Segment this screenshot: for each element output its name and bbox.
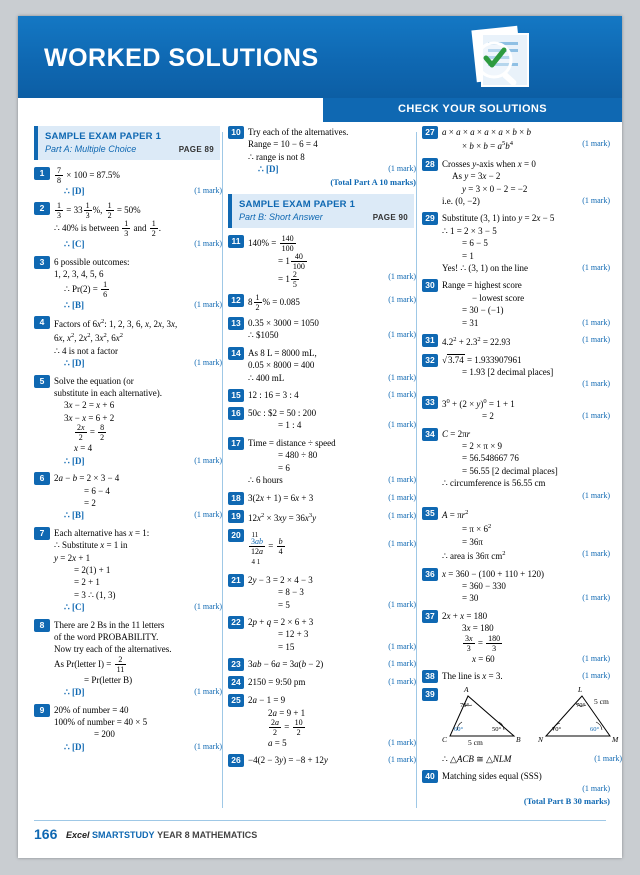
triangle-label-N: N <box>538 735 544 745</box>
angle-A: 70° <box>460 702 470 710</box>
question-body: Substitute (3, 1) into y = 2x − 5 ∴ 1 = 2 × 3 − 5 = 6 − 5 = 1 Yes! ∴ (3, 1) on the line (1 mark) <box>442 213 610 274</box>
question-body: Crosses y-axis when x = 0 As y = 3x − 2 y = 3 × 0 − 2 = −2 i.e. (0, −2) (1 mark) <box>442 158 610 207</box>
question-number: 9 <box>34 704 50 717</box>
solution-item <box>228 574 416 611</box>
page-number: 166 <box>34 826 58 842</box>
question-body: 0.35 × 3000 = 1050 ∴ $1050 (1 mark) <box>248 318 416 341</box>
brand-smartstudy: SMARTSTUDY <box>92 830 155 840</box>
check-your-solutions-bar <box>323 98 622 122</box>
question-body: $\frac{7}{8}$ × 100 = 87.5% ∴ [D] (1 mark) <box>57 166 222 196</box>
question-body: −4(2 − 3y) = −8 + 12y (1 mark) <box>248 755 416 766</box>
question-number: 25 <box>228 694 244 707</box>
question-number: 5 <box>34 375 50 388</box>
solution-line: 0.35 × 3000 = 1050 <box>248 318 319 329</box>
question-body: 50c : $2 = 50 : 200 = 1 : 4 (1 mark) <box>248 408 416 431</box>
triangle-label-A: A <box>464 685 469 695</box>
solution-line: 6 possible outcomes: <box>54 256 130 267</box>
question-body: 3(2x + 1) = 6x + 3 (1 mark) <box>248 492 416 503</box>
footer-divider <box>34 820 606 821</box>
footer-brand <box>66 830 257 840</box>
mark-label: (1 mark) <box>582 783 610 793</box>
mark-label: (1 mark) <box>388 272 416 282</box>
mark-label: (1 mark) <box>388 420 416 430</box>
mark-label: (1 mark) <box>388 372 416 382</box>
mark-label: (1 mark) <box>582 379 610 389</box>
question-body: $A = \pi r^2$ = $\pi \times 6^2$ = 36π ∴ area is 36π $cm^2$ (1 mark) <box>442 508 610 562</box>
solution-line: As 8 L = 8000 mL, <box>248 347 317 358</box>
solution-line: substitute in each alternative). <box>54 388 162 399</box>
mark-label: (1 mark) <box>388 330 416 340</box>
question-body: As 8 L = 8000 mL, 0.05 × 8000 = 400 ∴ 400 mL (1 mark) <box>248 347 416 383</box>
triangle-label-C: C <box>442 735 448 745</box>
mark-label: (1 mark) <box>582 490 610 500</box>
question-body: 20% of number = 40 100% of number = 40 × 5 = 200 ∴ [D] (1 mark) <box>54 704 222 752</box>
paper-a-header <box>34 126 220 160</box>
solution-item <box>228 676 416 689</box>
solution-item <box>228 126 416 188</box>
question-number: 14 <box>228 347 244 360</box>
triangle-label-M: M <box>612 735 619 745</box>
question-body: The line is x = 3. (1 mark) <box>442 671 610 682</box>
solutions-columns <box>18 126 622 816</box>
solution-item <box>228 529 416 569</box>
question-number: 38 <box>422 670 438 683</box>
question-number: 28 <box>422 158 438 171</box>
question-number: 8 <box>34 619 50 632</box>
solution-item <box>228 658 416 671</box>
total-part-a: (Total Part A 10 marks) <box>330 176 416 187</box>
question-number: 33 <box>422 396 438 409</box>
question-number: 22 <box>228 616 244 629</box>
solution-line: 2150 = 9:50 pm <box>248 677 306 688</box>
solution-item <box>228 492 416 505</box>
solution-item <box>228 437 416 487</box>
question-number: 7 <box>34 527 50 540</box>
solution-line: Range = 10 − 6 = 4 <box>248 139 318 150</box>
column-1 <box>34 126 226 816</box>
question-number: 40 <box>422 770 438 783</box>
solution-line: Time = distance ÷ speed <box>248 437 336 448</box>
mark-label: (1 mark) <box>582 335 610 345</box>
mark-label: (1 mark) <box>388 164 416 174</box>
side-label-right: 5 cm <box>594 697 609 707</box>
question-number: 29 <box>422 212 438 225</box>
congruent-triangles-diagram <box>442 685 622 752</box>
solution-item <box>422 670 610 683</box>
paper-b-header <box>228 194 414 228</box>
question-body: a × a × a × a × a × b × b × $b \times b = a^5b^4$ (1 mark) <box>442 127 610 152</box>
question-number: 35 <box>422 507 438 520</box>
mark-label: (1 mark) <box>388 677 416 687</box>
question-body: A C B L N M 70° 60° 50° 70° 70° 60° 5 cm 5 cm ∴ △ACB ≅ △NLM (1 mark) <box>442 685 622 765</box>
solution-item <box>422 507 610 563</box>
page-footer <box>18 818 622 858</box>
mark-label: (1 mark) <box>194 186 222 195</box>
question-number: 23 <box>228 658 244 671</box>
solution-item <box>422 685 622 765</box>
solution-line: of the word PROBABILITY. <box>54 631 159 642</box>
paper-a-title: SAMPLE EXAM PAPER 1 <box>45 131 162 142</box>
question-number: 37 <box>422 610 438 623</box>
solution-line: 12 : 16 = 3 : 4 <box>248 390 299 401</box>
question-number: 1 <box>34 167 50 180</box>
solution-line: Range = highest score <box>442 280 522 291</box>
question-body: Solve the equation (or substitute in each alternative). 3x − 2 = x + 6 3x − x = 6 + 2 $\frac{2x}{2}$ = $\frac{8}{2}$ x = 4 ∴ [D] (1 mark) <box>54 375 222 466</box>
solution-item <box>34 527 222 614</box>
mark-label: (1 mark) <box>388 599 416 609</box>
question-body: 2y − 3 = 2 × 4 − 3 = 8 − 3 = 5 (1 mark) <box>248 574 416 610</box>
solution-item <box>422 610 610 665</box>
question-number: 32 <box>422 354 438 367</box>
solution-item <box>34 316 222 370</box>
mark-label: (1 mark) <box>194 455 222 465</box>
mark-label: (1 mark) <box>388 755 416 765</box>
mark-label: (1 mark) <box>388 510 416 520</box>
paper-b-subtitle: Part B: Short Answer <box>239 212 323 223</box>
column-3 <box>422 126 622 816</box>
question-number: 18 <box>228 492 244 505</box>
question-body: 11 $\frac{3ab}{12a}$ = $\frac{b}{4}$ (1 mark) 4 1 <box>248 530 416 567</box>
mark-label: (1 mark) <box>388 295 416 305</box>
mark-label: (1 mark) <box>594 754 622 764</box>
total-part-b: (Total Part B 30 marks) <box>523 796 610 807</box>
solution-item <box>34 704 222 754</box>
question-body: $3^0 + (2 \times y)^0 = 1 + 1$ = 2 (1 mark) <box>442 397 610 422</box>
solution-line: 100% of number = 40 × 5 <box>54 717 148 727</box>
mark-label: (1 mark) <box>582 671 610 681</box>
question-number: 27 <box>422 126 438 139</box>
solution-line: 1, 2, 3, 4, 5, 6 <box>54 269 104 280</box>
mark-label: (1 mark) <box>194 299 222 309</box>
question-body <box>442 770 610 807</box>
mark-label: (1 mark) <box>582 263 610 273</box>
solution-item <box>422 279 610 329</box>
question-body: Each alternative has x = 1: ∴ Substitute x = 1 in y = 2x + 1 = 2(1) + 1 = 2 + 1 = 3 ∴ (1, 3) ∴ [C] (1 mark) <box>54 527 222 613</box>
question-number: 4 <box>34 316 50 329</box>
solution-line: Solve the equation (or <box>54 375 134 386</box>
solution-item <box>422 428 610 502</box>
solution-line: 20% of number = 40 <box>54 704 129 715</box>
mark-label: (1 mark) <box>388 737 416 747</box>
mark-label: (1 mark) <box>582 196 610 206</box>
question-body: Time = distance ÷ speed = 480 ÷ 80 = 6 ∴ 6 hours (1 mark) <box>248 437 416 486</box>
mark-label: (1 mark) <box>194 602 222 612</box>
question-number: 36 <box>422 568 438 581</box>
question-body: √3.74 = 1.933907961 = 1.93 [2 decimal places] (1 mark) <box>442 354 610 391</box>
side-label-left: 5 cm <box>468 738 483 748</box>
solution-item <box>228 754 416 767</box>
question-number: 17 <box>228 437 244 450</box>
solution-line: Matching sides equal (SSS) <box>442 771 542 782</box>
question-body: 2a − 1 = 9 2a = 9 + 1 $\frac{2a}{2}$ = $\frac{10}{2}$ a = 5 (1 mark) <box>248 695 416 748</box>
mark-label: (1 mark) <box>582 549 610 559</box>
mark-label: (1 mark) <box>194 510 222 520</box>
question-number: 31 <box>422 334 438 347</box>
mark-label: (1 mark) <box>194 687 222 697</box>
solution-item <box>422 158 610 208</box>
paper-b-page: PAGE 90 <box>372 213 408 223</box>
solution-item <box>34 167 222 197</box>
solution-item <box>228 694 416 749</box>
document-magnifier-icon <box>432 24 552 90</box>
triangle-label-B: B <box>516 735 521 745</box>
mark-label: (1 mark) <box>388 641 416 651</box>
mark-label: (1 mark) <box>194 358 222 368</box>
page-title: WORKED SOLUTIONS <box>44 44 319 72</box>
question-body: $\frac{1}{3}$ = 33 $\frac{1}{3}$ %, $\frac{1}{2}$ = 50% ∴ 40% is between $\frac{1}{3}$ and $\frac{1}{2}$ . ∴ [C] (1 mark) <box>54 201 222 250</box>
question-body: 2a − b = 2 × 3 − 4 = 6 − 4 = 2 ∴ [B] (1 mark) <box>54 473 222 521</box>
question-number: 24 <box>228 676 244 689</box>
brand-excel: Excel <box>66 830 90 840</box>
question-body: 3ab − 6a = 3a(b − 2) (1 mark) <box>248 659 416 670</box>
check-your-solutions-label: CHECK YOUR SOLUTIONS <box>398 103 547 115</box>
mark-label: (1 mark) <box>194 239 222 249</box>
worked-solutions-page <box>18 16 622 858</box>
solution-item <box>34 256 222 311</box>
mark-label: (1 mark) <box>582 411 610 421</box>
question-body: x = 360 − (100 + 110 + 120) = 360 − 330 = 30 (1 mark) <box>442 568 610 604</box>
question-number: 39 <box>422 688 438 701</box>
question-number: 12 <box>228 294 244 307</box>
solution-item <box>422 126 610 153</box>
solution-line: 0.05 × 8000 = 400 <box>248 360 315 371</box>
question-body: 8 $\frac{1}{2}$ % = 0.085 (1 mark) <box>248 293 416 313</box>
question-number: 13 <box>228 317 244 330</box>
question-number: 34 <box>422 428 438 441</box>
mark-label: (1 mark) <box>582 139 610 149</box>
solution-item <box>228 235 416 289</box>
angle-C: 60° <box>454 726 464 734</box>
question-body: $4.2^2 + 2.3^2 = 22.93$ (1 mark) <box>442 335 610 348</box>
mark-label: (1 mark) <box>388 390 416 400</box>
solution-item <box>228 510 416 524</box>
solution-line: Now try each of the alternatives. <box>54 644 172 655</box>
solution-item <box>422 396 610 423</box>
solution-item <box>228 616 416 653</box>
solution-item <box>422 334 610 348</box>
question-body: 2p + q = 2 × 6 + 3 = 12 + 3 = 15 (1 mark) <box>248 616 416 652</box>
paper-b-title: SAMPLE EXAM PAPER 1 <box>239 199 356 211</box>
question-number: 30 <box>422 279 438 292</box>
solution-item <box>34 472 222 522</box>
solution-item <box>228 294 416 312</box>
solution-item <box>34 202 222 250</box>
solution-item <box>422 212 610 274</box>
mark-label: (1 mark) <box>194 741 222 751</box>
solution-item <box>228 347 416 384</box>
solution-line: ∴ range is not 8 <box>248 151 305 162</box>
question-number: 20 <box>228 529 244 542</box>
question-number: 26 <box>228 754 244 767</box>
mark-label: (1 mark) <box>582 593 610 603</box>
angle-B: 50° <box>492 726 502 734</box>
question-body: 140% = $\frac{140}{100}$ = 1 $\frac{40}{100}$ = 1 $\frac{2}{5}$ (1 mark) <box>248 234 416 290</box>
question-body: There are 2 Bs in the 11 letters of the word PROBABILITY. Now try each of the alternatives. As Pr(letter I) = $\frac{2}{11}$ = Pr(letter B) ∴ [D] (1 mark) <box>54 619 222 698</box>
question-body: Try each of the alternatives. Range = 10 − 6 = 4 ∴ range is not 8 ∴ [D] (1 mark) (Total Part A 10 marks) <box>248 127 416 187</box>
mark-label: (1 mark) <box>388 492 416 502</box>
solution-item <box>34 619 222 699</box>
solution-line: Try each of the alternatives. <box>248 127 349 137</box>
question-number: 10 <box>228 126 244 139</box>
solution-item <box>422 354 610 391</box>
angle-L: 70° <box>576 702 586 710</box>
solution-item <box>228 389 416 402</box>
solution-item <box>228 317 416 342</box>
column-2 <box>228 126 420 816</box>
question-number: 16 <box>228 407 244 420</box>
paper-a-subtitle: Part A: Multiple Choice <box>45 144 137 154</box>
solution-line: 50c : $2 = 50 : 200 <box>248 408 317 419</box>
question-body: C = 2πr = 2 × π × 9 = 56.548667 76 = 56.55 [2 decimal places] ∴ circumference is 56.55 cm (1 mark) <box>442 428 610 502</box>
question-body <box>248 676 416 689</box>
angle-M: 60° <box>590 726 600 734</box>
solution-item <box>422 770 610 807</box>
triangle-label-L: L <box>578 685 583 695</box>
page-banner <box>18 16 622 98</box>
mark-label: (1 mark) <box>582 653 610 663</box>
question-body: Factors of $6x^2$: 1, 2, 3, 6, x, 2x, 3x, 6x, $x^2$, $2x^2$, $3x^2$, $6x^2$ ∴ 4 is not a factor ∴ [D] (1 mark) <box>54 318 222 369</box>
question-body: $12x^2 \times 3xy = 36x^3y$ (1 mark) <box>248 510 416 523</box>
mark-label: (1 mark) <box>388 539 416 549</box>
mark-label: (1 mark) <box>388 659 416 669</box>
question-number: 6 <box>34 472 50 485</box>
angle-N: 70° <box>552 726 562 734</box>
mark-label: (1 mark) <box>388 475 416 485</box>
solution-item <box>228 407 416 432</box>
paper-a-page: PAGE 89 <box>178 145 214 154</box>
solution-line: There are 2 Bs in the 11 letters <box>54 619 165 630</box>
question-number: 21 <box>228 574 244 587</box>
question-number: 11 <box>228 235 244 248</box>
question-number: 19 <box>228 510 244 523</box>
question-body: 2x + x = 180 3x = 180 $\frac{3x}{3}$ = $\frac{180}{3}$ x = 60 (1 mark) <box>442 610 610 664</box>
solution-item <box>422 568 610 605</box>
question-body: Range = highest score − lowest score = 30 − (−1) = 31 (1 mark) <box>442 280 610 328</box>
brand-series: YEAR 8 MATHEMATICS <box>157 830 258 840</box>
question-number: 15 <box>228 389 244 402</box>
question-body: 6 possible outcomes: 1, 2, 3, 4, 5, 6 ∴ Pr(2) = $\frac{1}{6}$ ∴ [B] (1 mark) <box>54 256 222 310</box>
mark-label: (1 mark) <box>582 317 610 327</box>
question-number: 2 <box>34 202 50 215</box>
question-body <box>248 389 416 402</box>
question-number: 3 <box>34 256 50 269</box>
solution-item <box>34 375 222 467</box>
